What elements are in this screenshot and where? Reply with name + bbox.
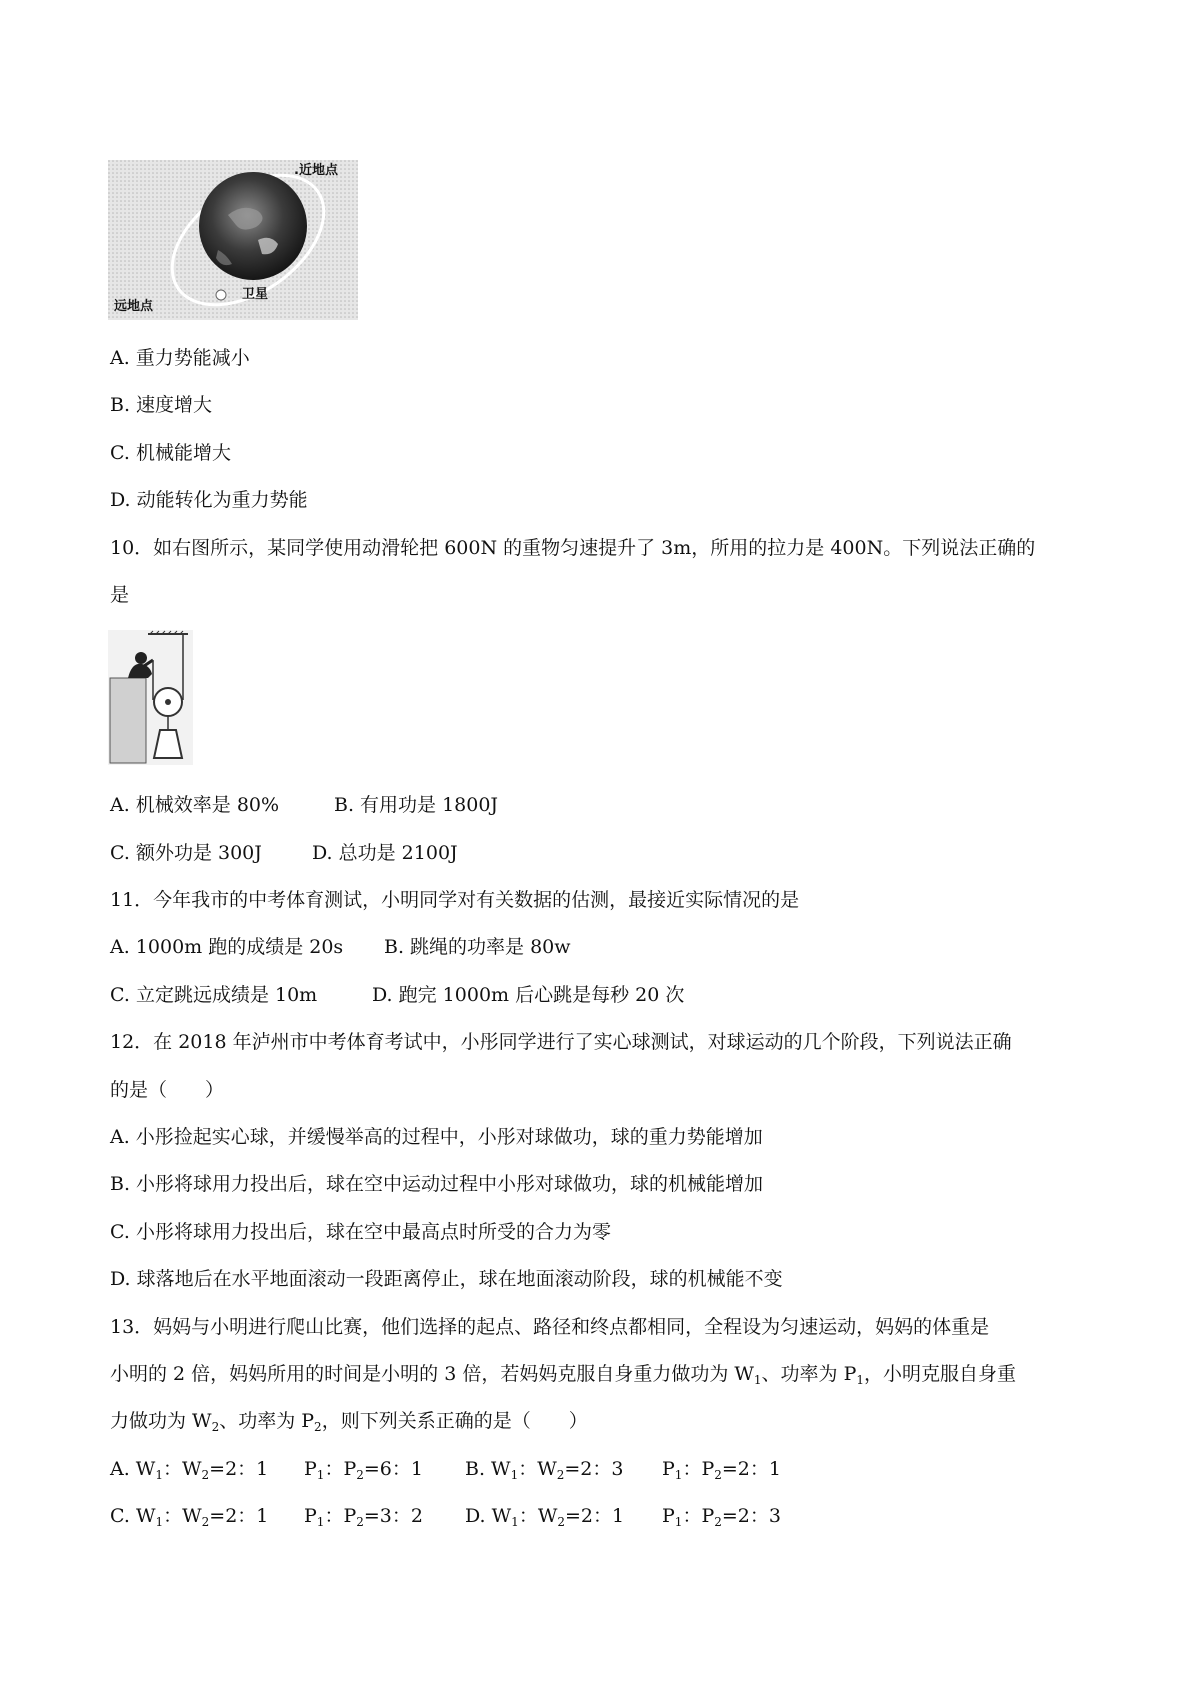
satellite-label: 卫星 — [242, 287, 269, 302]
q13-line2-sub2: 1 — [856, 1373, 865, 1387]
q9-option-a[interactable]: A. 重力势能减小 — [110, 347, 250, 369]
q13-option-b-p[interactable]: $P_1$：$P_2=2$：1 — [662, 1458, 781, 1482]
q13-stem-line2 — [110, 1361, 1016, 1387]
satellite-orbit-image — [108, 160, 358, 320]
q13-line3-sub1: 2 — [211, 1420, 220, 1434]
q13-line3-text-c: ，则下列关系正确的是（ ） — [321, 1410, 588, 1432]
q10-option-c[interactable]: C. 额外功是 300J — [110, 842, 262, 864]
q13-option-d-p[interactable]: $P_1$：$P_2=2$：3 — [662, 1505, 781, 1529]
q13-option-b-w[interactable]: B. $W_1$：$W_2=2$：3 — [465, 1458, 624, 1482]
q12-option-b[interactable]: B. 小彤将球用力投出后，球在空中运动过程中小彤对球做功，球的机械能增加 — [110, 1173, 764, 1195]
q9-option-c[interactable]: C. 机械能增大 — [110, 442, 231, 464]
q9-option-b[interactable]: B. 速度增大 — [110, 394, 213, 416]
q11-stem: 11．今年我市的中考体育测试，小明同学对有关数据的估测，最接近实际情况的是 — [110, 889, 800, 911]
q10-option-a[interactable]: A. 机械效率是 80% — [110, 794, 280, 816]
q13-line3-sub2: 2 — [314, 1420, 322, 1434]
pulley-figure — [108, 630, 193, 765]
q13-line3-text-b: 、功率为 P — [219, 1410, 315, 1432]
q10-option-b[interactable]: B. 有用功是 1800J — [334, 794, 499, 816]
q13-option-c-p[interactable]: $P_1$：$P_2=3$：2 — [304, 1505, 423, 1529]
weight-block — [154, 730, 182, 758]
q11-option-a[interactable]: A. 1000m 跑的成绩是 20s — [110, 936, 344, 958]
q13-line2-sub1: 1 — [753, 1373, 762, 1387]
q13-option-a-w[interactable]: A. $W_1$：$W_2=2$：1 — [110, 1458, 269, 1482]
q11-option-b[interactable]: B. 跳绳的功率是 80w — [384, 936, 571, 958]
q9-option-d[interactable]: D. 动能转化为重力势能 — [110, 489, 308, 511]
q11-option-c[interactable]: C. 立定跳远成绩是 10m — [110, 984, 318, 1006]
apogee-label: 远地点 — [114, 299, 154, 314]
q10-option-d[interactable]: D. 总功是 2100J — [312, 842, 458, 864]
q10-stem-line2: 是 — [110, 584, 130, 606]
q13-stem-line1: 13．妈妈与小明进行爬山比赛，他们选择的起点、路径和终点都相同，全程设为匀速运动，妈妈的体重是 — [110, 1316, 990, 1338]
q13-stem-line3 — [110, 1408, 588, 1434]
q12-option-d[interactable]: D. 球落地后在水平地面滚动一段距离停止，球在地面滚动阶段，球的机械能不变 — [110, 1268, 783, 1290]
satellite-marker — [216, 290, 226, 300]
q13-line2-text-c: ，小明克服自身重 — [864, 1363, 1017, 1385]
q13-line3-text-a: 力做功为 W — [110, 1410, 212, 1432]
q12-stem-line1: 12．在 2018 年泸州市中考体育考试中，小彤同学进行了实心球测试，对球运动的几个阶段，下列说法正确 — [110, 1031, 1012, 1053]
q13-line2-text-b: 、功率为 P — [761, 1363, 857, 1385]
q12-stem-line2: 的是（ ） — [110, 1079, 225, 1101]
q13-line2-text-a: 小明的 2 倍，妈妈所用的时间是小明的 3 倍，若妈妈克服自身重力做功为 W — [110, 1363, 754, 1385]
pulley-image — [108, 630, 193, 765]
q10-stem-line1: 10．如右图所示，某同学使用动滑轮把 600N 的重物匀速提升了 3m，所用的拉力是 400N。下列说法正确的 — [110, 537, 1036, 559]
q12-option-a[interactable]: A. 小彤捡起实心球，并缓慢举高的过程中，小彤对球做功，球的重力势能增加 — [110, 1126, 763, 1148]
q11-option-d[interactable]: D. 跑完 1000m 后心跳是每秒 20 次 — [372, 984, 685, 1006]
platform — [110, 678, 146, 763]
q13-option-a-p[interactable]: $P_1$：$P_2=6$：1 — [304, 1458, 423, 1482]
q13-option-c-w[interactable]: C. $W_1$：$W_2=2$：1 — [110, 1505, 269, 1529]
q12-option-c[interactable]: C. 小彤将球用力投出后，球在空中最高点时所受的合力为零 — [110, 1221, 611, 1243]
satellite-orbit-figure — [108, 160, 358, 320]
q13-option-d-w[interactable]: D. $W_1$：$W_2=2$：1 — [465, 1505, 625, 1529]
perigee-label: .近地点 — [294, 163, 338, 178]
